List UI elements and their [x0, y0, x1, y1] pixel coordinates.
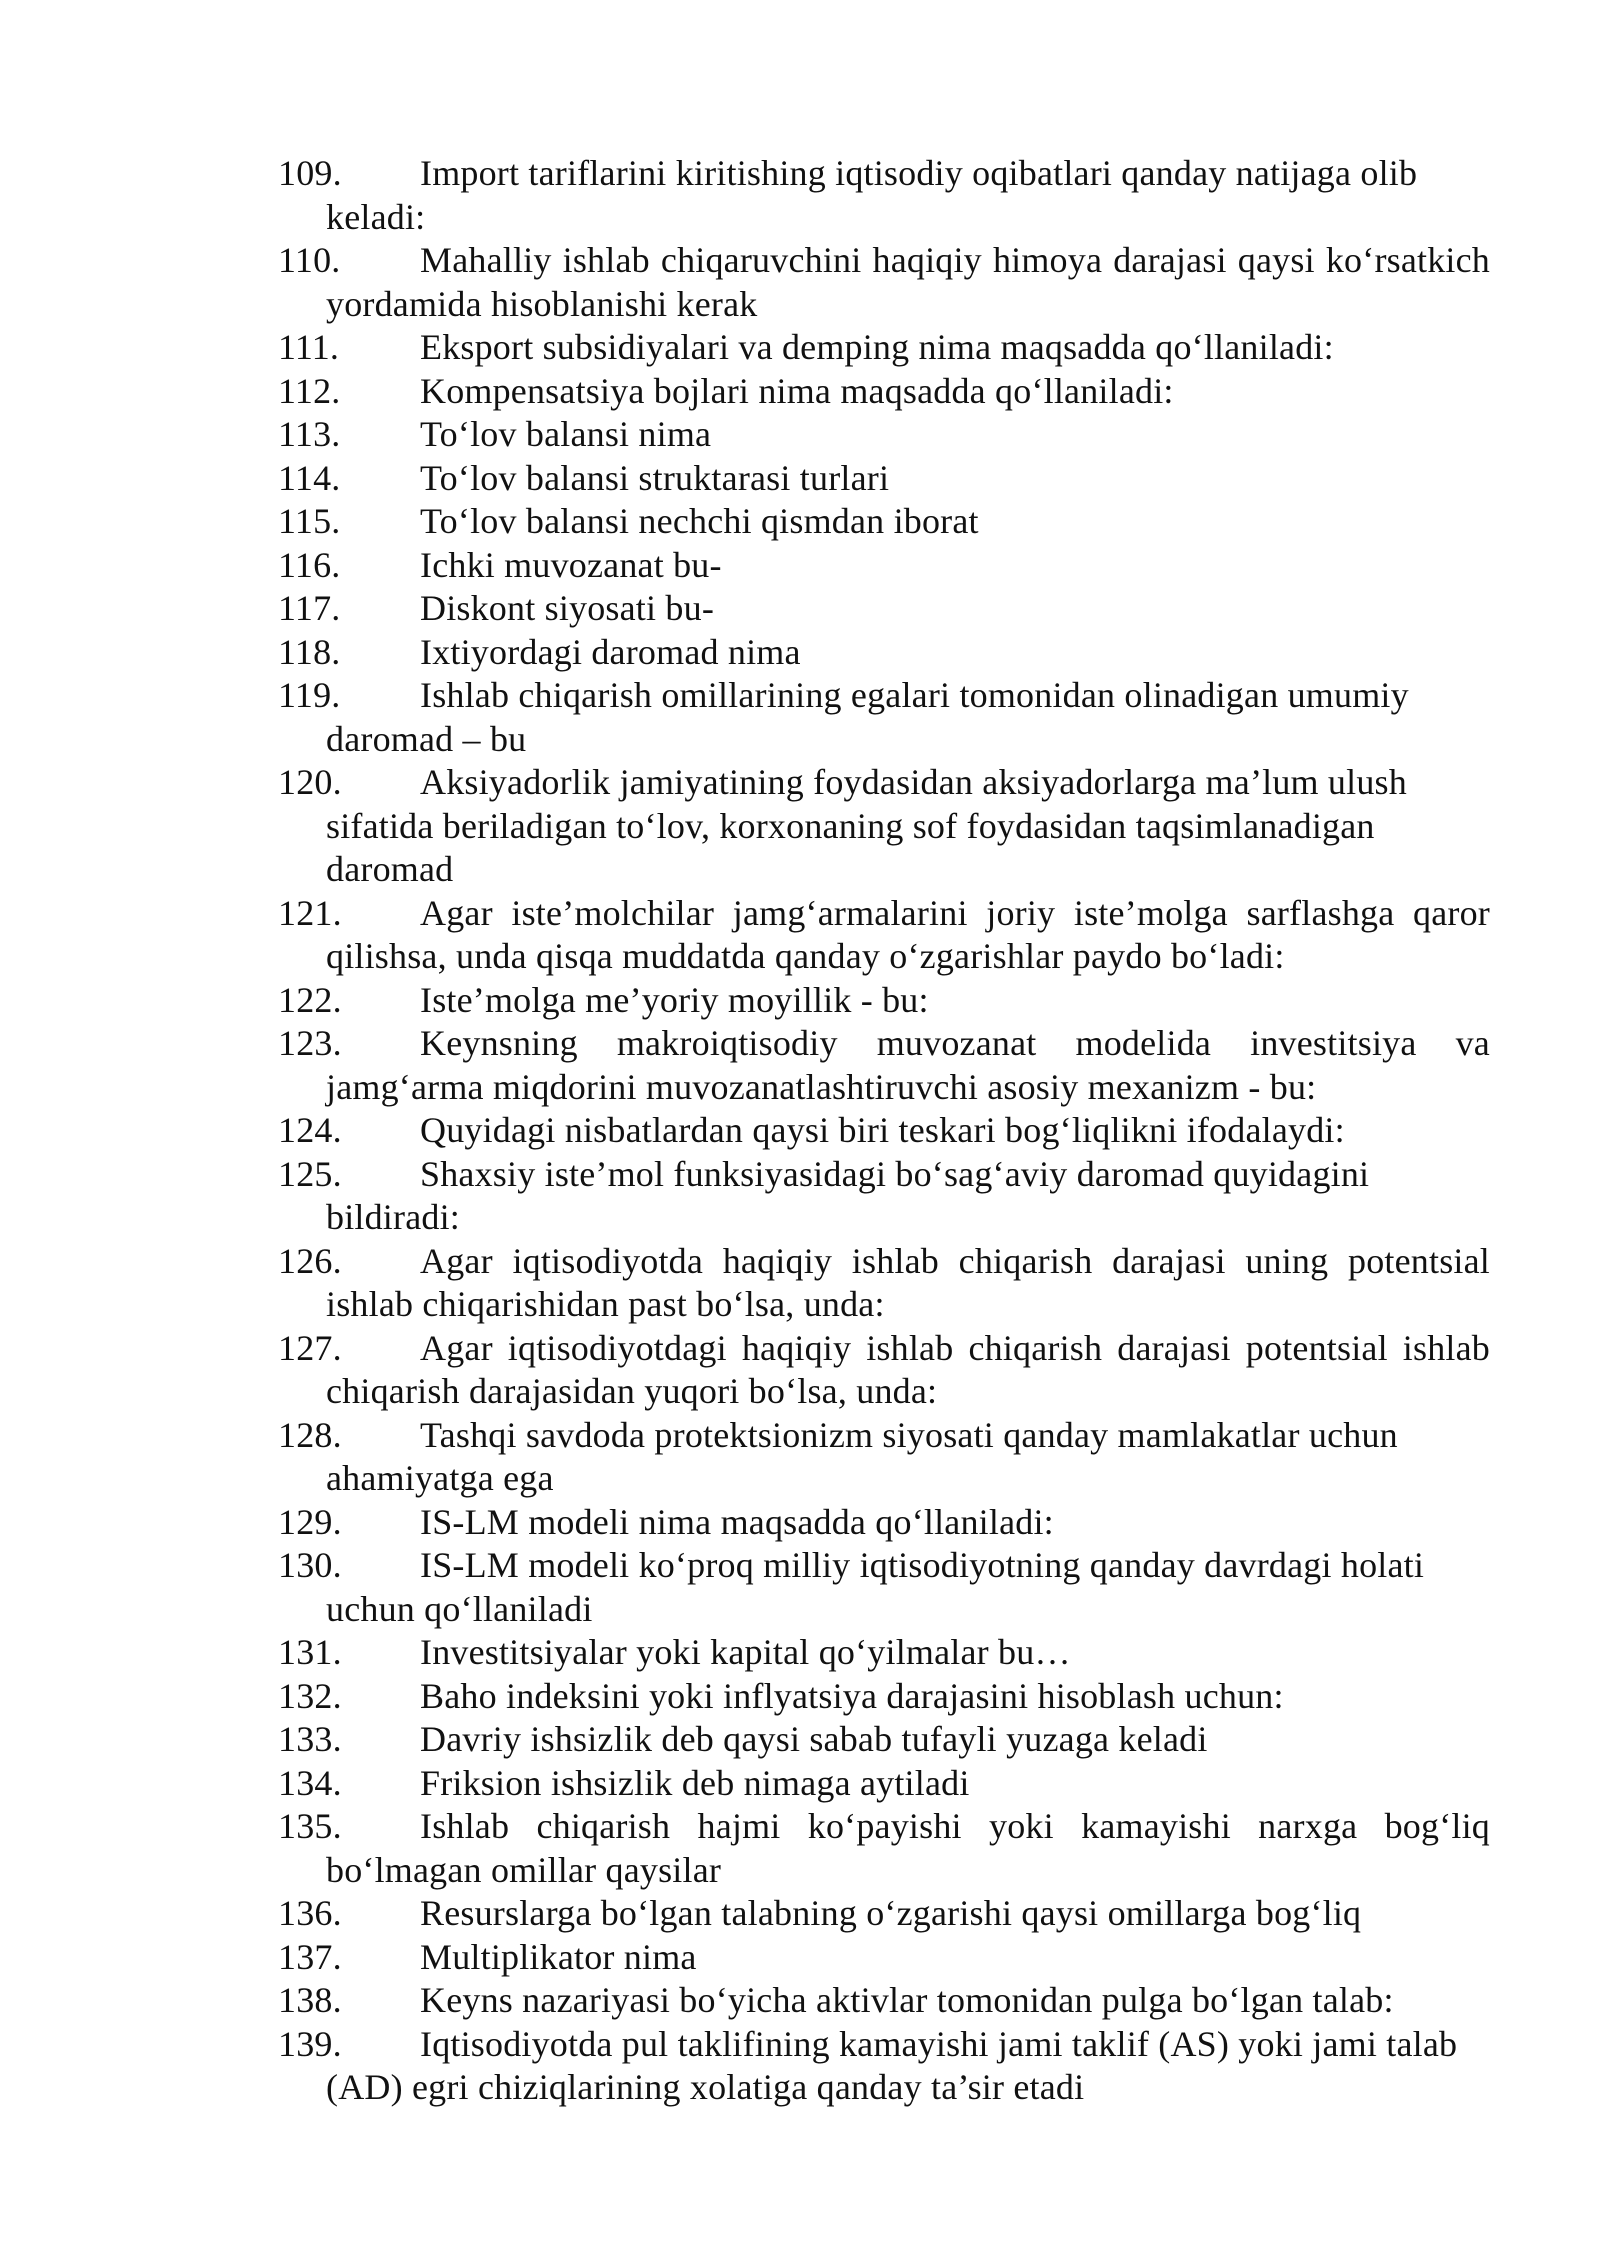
question-item — [278, 500, 1490, 544]
question-text: Agar iqtisodiyotda haqiqiy ishlab chiqarish darajasi uning potentsial ishlab chiqarishidan past bo‘lsa, unda: — [326, 1240, 1490, 1324]
question-number: 127. — [278, 1327, 342, 1368]
question-text: Tashqi savdoda protektsionizm siyosati qanday mamlakatlar uchun ahamiyatga ega — [326, 1414, 1398, 1498]
question-item — [278, 370, 1490, 414]
question-number: 139. — [278, 2023, 342, 2064]
question-text: Ixtiyordagi daromad nima — [420, 631, 801, 672]
question-item — [278, 326, 1490, 370]
question-number: 128. — [278, 1414, 342, 1455]
question-text: Eksport subsidiyalari va demping nima maqsadda qo‘llaniladi: — [420, 327, 1334, 367]
question-text: Investitsiyalar yoki kapital qo‘yilmalar bu… — [420, 1632, 1071, 1672]
question-number: 136. — [278, 1893, 342, 1933]
question-text: IS-LM modeli ko‘proq milliy iqtisodiyotning qanday davrdagi holati uchun qo‘llaniladi — [326, 1545, 1425, 1629]
question-text: Iqtisodiyotda pul taklifining kamayishi jami taklif (AS) yoki jami talab (AD) egri chiziqlarining xolatiga qanday ta’sir etadi — [326, 2023, 1458, 2107]
question-text: Agar iqtisodiyotdagi haqiqiy ishlab chiqarish darajasi potentsial ishlab chiqarish darajasidan yuqori bo‘lsa, unda: — [326, 1327, 1490, 1411]
question-number: 115. — [278, 501, 341, 541]
question-item — [278, 1153, 1490, 1240]
question-text: Aksiyadorlik jamiyatining foydasidan aksiyadorlarga ma’lum ulush sifatida beriladigan to‘lov, korxonaning sof foydasidan taqsimlanadigan daromad — [326, 762, 1407, 889]
question-text: Baho indeksini yoki inflyatsiya darajasini hisoblash uchun: — [420, 1675, 1284, 1716]
question-text: Davriy ishsizlik deb qaysi sabab tufayli yuzaga keladi — [420, 1719, 1208, 1759]
question-text: Friksion ishsizlik deb nimaga aytiladi — [420, 1762, 970, 1803]
question-item — [278, 1675, 1490, 1719]
question-number: 137. — [278, 1936, 342, 1977]
question-item — [278, 1240, 1490, 1327]
question-item — [278, 544, 1490, 588]
question-list — [278, 152, 1490, 2110]
question-number: 118. — [278, 631, 341, 672]
question-number: 117. — [278, 588, 341, 628]
question-item — [278, 1936, 1490, 1980]
question-text: To‘lov balansi nima — [420, 414, 712, 454]
question-text: Keyns nazariyasi bo‘yicha aktivlar tomonidan pulga bo‘lgan talab: — [420, 1980, 1394, 2020]
question-number: 112. — [278, 370, 341, 411]
question-text: Diskont siyosati bu- — [420, 588, 715, 628]
question-text: Iste’molga me’yoriy moyillik - bu: — [420, 979, 929, 1020]
question-text: Ishlab chiqarish hajmi ko‘payishi yoki kamayishi narxga bog‘liq bo‘lmagan omillar qaysilar — [326, 1806, 1490, 1890]
question-item — [278, 152, 1490, 239]
question-item — [278, 1327, 1490, 1414]
question-text: Resurslarga bo‘lgan talabning o‘zgarishi qaysi omillarga bog‘liq — [420, 1893, 1362, 1933]
question-item — [278, 1718, 1490, 1762]
question-item — [278, 1501, 1490, 1545]
question-item — [278, 1892, 1490, 1936]
question-text: Mahalliy ishlab chiqaruvchini haqiqiy himoya darajasi qaysi ko‘rsatkich yordamida hisoblanishi kerak — [326, 240, 1490, 324]
question-number: 134. — [278, 1762, 342, 1803]
question-number: 124. — [278, 1110, 342, 1150]
question-text: Quyidagi nisbatlardan qaysi biri teskari bog‘liqlikni ifodalaydi: — [420, 1110, 1345, 1150]
question-item — [278, 631, 1490, 675]
question-number: 131. — [278, 1632, 342, 1672]
question-text: To‘lov balansi nechchi qismdan iborat — [420, 501, 979, 541]
question-text: Kompensatsiya bojlari nima maqsadda qo‘llaniladi: — [420, 370, 1174, 411]
question-text: To‘lov balansi struktarasi turlari — [420, 457, 890, 498]
question-number: 111. — [278, 327, 340, 367]
question-number: 132. — [278, 1675, 342, 1716]
question-text: Import tariflarini kiritishing iqtisodiy oqibatlari qanday natijaga olib keladi: — [326, 153, 1418, 237]
question-item — [278, 239, 1490, 326]
question-number: 129. — [278, 1501, 342, 1542]
question-text: Ichki muvozanat bu- — [420, 544, 722, 585]
question-number: 130. — [278, 1545, 342, 1585]
question-number: 122. — [278, 979, 342, 1020]
question-number: 123. — [278, 1023, 342, 1063]
question-item — [278, 892, 1490, 979]
question-number: 120. — [278, 762, 342, 802]
question-text: Shaxsiy iste’mol funksiyasidagi bo‘sag‘aviy daromad quyidagini bildiradi: — [326, 1153, 1370, 1237]
question-item — [278, 1805, 1490, 1892]
question-item — [278, 761, 1490, 892]
question-number: 135. — [278, 1806, 342, 1846]
question-item — [278, 1414, 1490, 1501]
question-number: 114. — [278, 457, 341, 498]
question-number: 116. — [278, 544, 341, 585]
question-number: 133. — [278, 1719, 342, 1759]
question-item — [278, 1979, 1490, 2023]
question-number: 138. — [278, 1980, 342, 2020]
question-text: Ishlab chiqarish omillarining egalari tomonidan olinadigan umumiy daromad – bu — [326, 675, 1409, 759]
question-number: 119. — [278, 675, 341, 715]
question-item — [278, 674, 1490, 761]
question-item — [278, 2023, 1490, 2110]
question-text: IS-LM modeli nima maqsadda qo‘llaniladi: — [420, 1501, 1054, 1542]
question-number: 109. — [278, 153, 342, 193]
question-number: 125. — [278, 1153, 342, 1194]
question-item — [278, 1631, 1490, 1675]
question-number: 121. — [278, 892, 342, 933]
question-item — [278, 587, 1490, 631]
question-number: 110. — [278, 240, 341, 280]
question-item — [278, 1022, 1490, 1109]
question-text: Keynsning makroiqtisodiy muvozanat modelida investitsiya va jamg‘arma miqdorini muvozanatlashtiruvchi asosiy mexanizm - bu: — [326, 1023, 1490, 1107]
question-item — [278, 413, 1490, 457]
question-item — [278, 1544, 1490, 1631]
question-item — [278, 979, 1490, 1023]
question-text: Multiplikator nima — [420, 1936, 697, 1977]
question-number: 126. — [278, 1240, 342, 1281]
question-number: 113. — [278, 414, 341, 454]
question-item — [278, 457, 1490, 501]
question-text: Agar iste’molchilar jamg‘armalarini joriy iste’molga sarflashga qaror qilishsa, unda qisqa muddatda qanday o‘zgarishlar paydo bo‘ladi: — [326, 892, 1490, 976]
question-item — [278, 1109, 1490, 1153]
question-item — [278, 1762, 1490, 1806]
